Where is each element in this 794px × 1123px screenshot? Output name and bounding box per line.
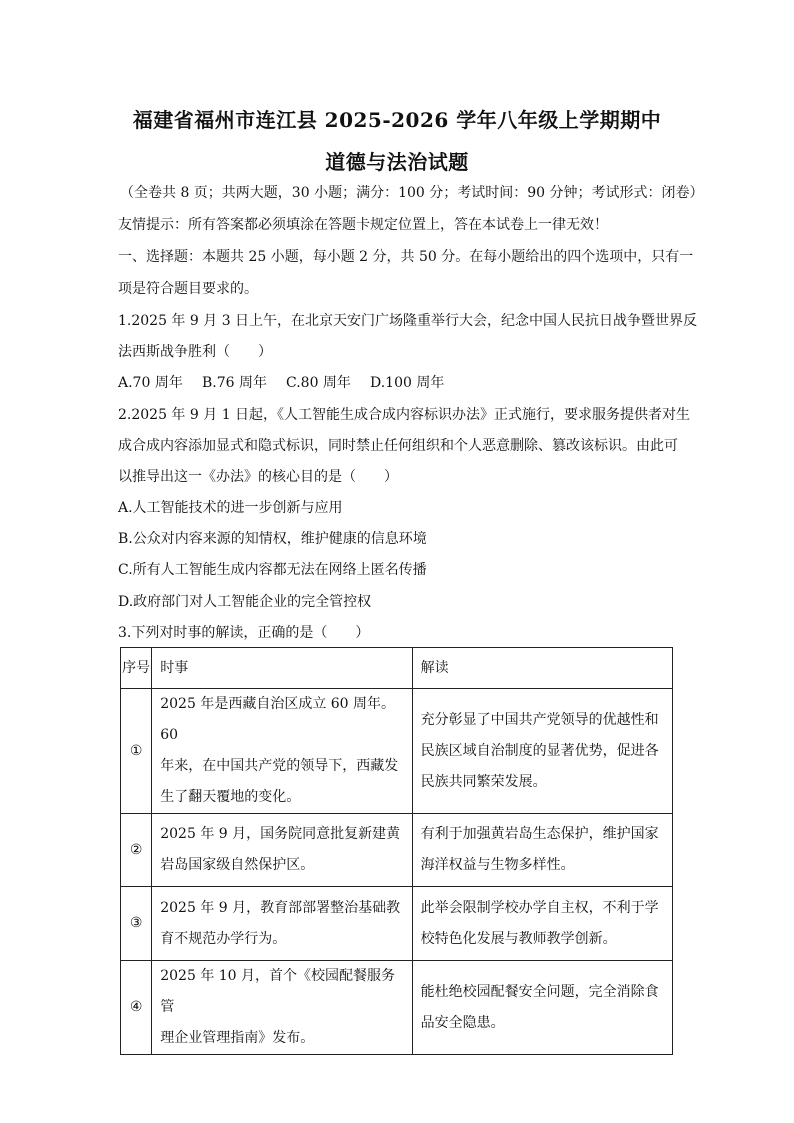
cell-line: 品安全隐患。 [420, 1014, 505, 1031]
interpretation-cell [412, 887, 672, 961]
cell-line: 理企业管理指南》发布。 [160, 1030, 315, 1046]
cell-line: 有利于加强黄岩岛生态保护，维护国家 [420, 826, 659, 842]
table-row [121, 887, 673, 961]
question-1-stem-cont: 法西斯战争胜利（ ） [118, 344, 272, 360]
table-row [121, 814, 673, 887]
cell-line: 能杜绝校园配餐安全问题，完全消除食 [420, 983, 659, 1000]
reminder-text: 友情提示：所有答案都必须填涂在答题卡规定位置上，答在本试卷上一律无效！ [118, 217, 608, 233]
option-d[interactable]: D.100 周年 [370, 375, 445, 391]
question-1-stem: 1.2025 年 9 月 3 日上午，在北京天安门广场隆重举行大会，纪念中国人民抗日战争暨世界反 [118, 313, 698, 329]
question-2-option-b[interactable]: B.公众对内容来源的知情权，维护健康的信息环境 [118, 531, 427, 547]
interpretation-cell [412, 961, 672, 1055]
row-number: ③ [121, 887, 152, 961]
event-cell [152, 887, 412, 961]
cell-line: 生了翻天覆地的变化。 [160, 789, 301, 805]
question-2-stem-cont: 以推导出这一《办法》的核心目的是（ ） [118, 469, 398, 485]
table-header-row [121, 648, 673, 689]
cell-line: 民族共同繁荣发展。 [420, 773, 547, 790]
option-c[interactable]: C.80 周年 [286, 375, 351, 391]
cell-line: 此举会限制学校办学自主权，不利于学 [420, 899, 659, 916]
question-2-option-c[interactable]: C.所有人工智能生成内容都无法在网络上匿名传播 [118, 562, 427, 578]
cell-line: 校特色化发展与教师教学创新。 [420, 930, 617, 947]
cell-line: 2025 年 10 月，首个《校园配餐服务管 [160, 968, 396, 1015]
interpretation-cell [412, 689, 672, 814]
exam-info: （全卷共 8 页；共两大题，30 小题；满分：100 分；考试时间：90 分钟；考试形式：闭卷） [120, 185, 704, 201]
header-event: 时事 [152, 648, 412, 689]
section-heading-cont: 项是符合题目要求的。 [118, 281, 258, 297]
event-cell [152, 689, 412, 814]
option-b[interactable]: B.76 周年 [202, 375, 268, 391]
question-2-option-a[interactable]: A.人工智能技术的进一步创新与应用 [118, 500, 343, 516]
cell-line: 2025 年 9 月，国务院同意批复新建黄 [160, 826, 401, 842]
question-2-stem-cont: 成合成内容添加显式和隐式标识，同时禁止任何组织和个人恶意删除、篡改该标识。由此可 [118, 438, 678, 454]
row-number: ④ [121, 961, 152, 1055]
cell-line: 民族区域自治制度的显著优势，促进各 [420, 742, 659, 759]
row-number: ② [121, 814, 152, 887]
header-number: 序号 [121, 648, 152, 689]
question-1-options [118, 373, 678, 393]
row-number: ① [121, 689, 152, 814]
cell-line: 育不规范办学行为。 [160, 930, 287, 947]
section-heading: 一、选择题：本题共 25 小题，每小题 2 分，共 50 分。在每小题给出的四个选项中，只有一 [118, 249, 694, 265]
cell-line: 充分彰显了中国共产党领导的优越性和 [420, 711, 659, 728]
current-events-table [120, 647, 673, 1055]
cell-line: 2025 年是西藏自治区成立 60 周年。60 [160, 696, 396, 743]
exam-title: 福建省福州市连江县 2025-2026 学年八年级上学期期中 [132, 108, 662, 132]
exam-subject-title: 道德与法治试题 [325, 150, 469, 174]
header-interpretation: 解读 [412, 648, 672, 689]
question-2-option-d[interactable]: D.政府部门对人工智能企业的完全管控权 [118, 594, 372, 610]
table-row [121, 961, 673, 1055]
table-row [121, 689, 673, 814]
cell-line: 年来，在中国共产党的领导下，西藏发 [160, 758, 399, 774]
event-cell [152, 814, 412, 887]
interpretation-cell [412, 814, 672, 887]
option-a[interactable]: A.70 周年 [118, 375, 183, 391]
event-cell [152, 961, 412, 1055]
cell-line: 岩岛国家级自然保护区。 [160, 857, 315, 873]
cell-line: 海洋权益与生物多样性。 [420, 857, 575, 873]
question-2-stem: 2.2025 年 9 月 1 日起，《人工智能生成合成内容标识办法》正式施行，要求服务提供者对生 [118, 407, 691, 423]
cell-line: 2025 年 9 月，教育部部署整治基础教 [160, 899, 401, 916]
question-3-stem: 3.下列对时事的解读，正确的是（ ） [118, 625, 370, 641]
